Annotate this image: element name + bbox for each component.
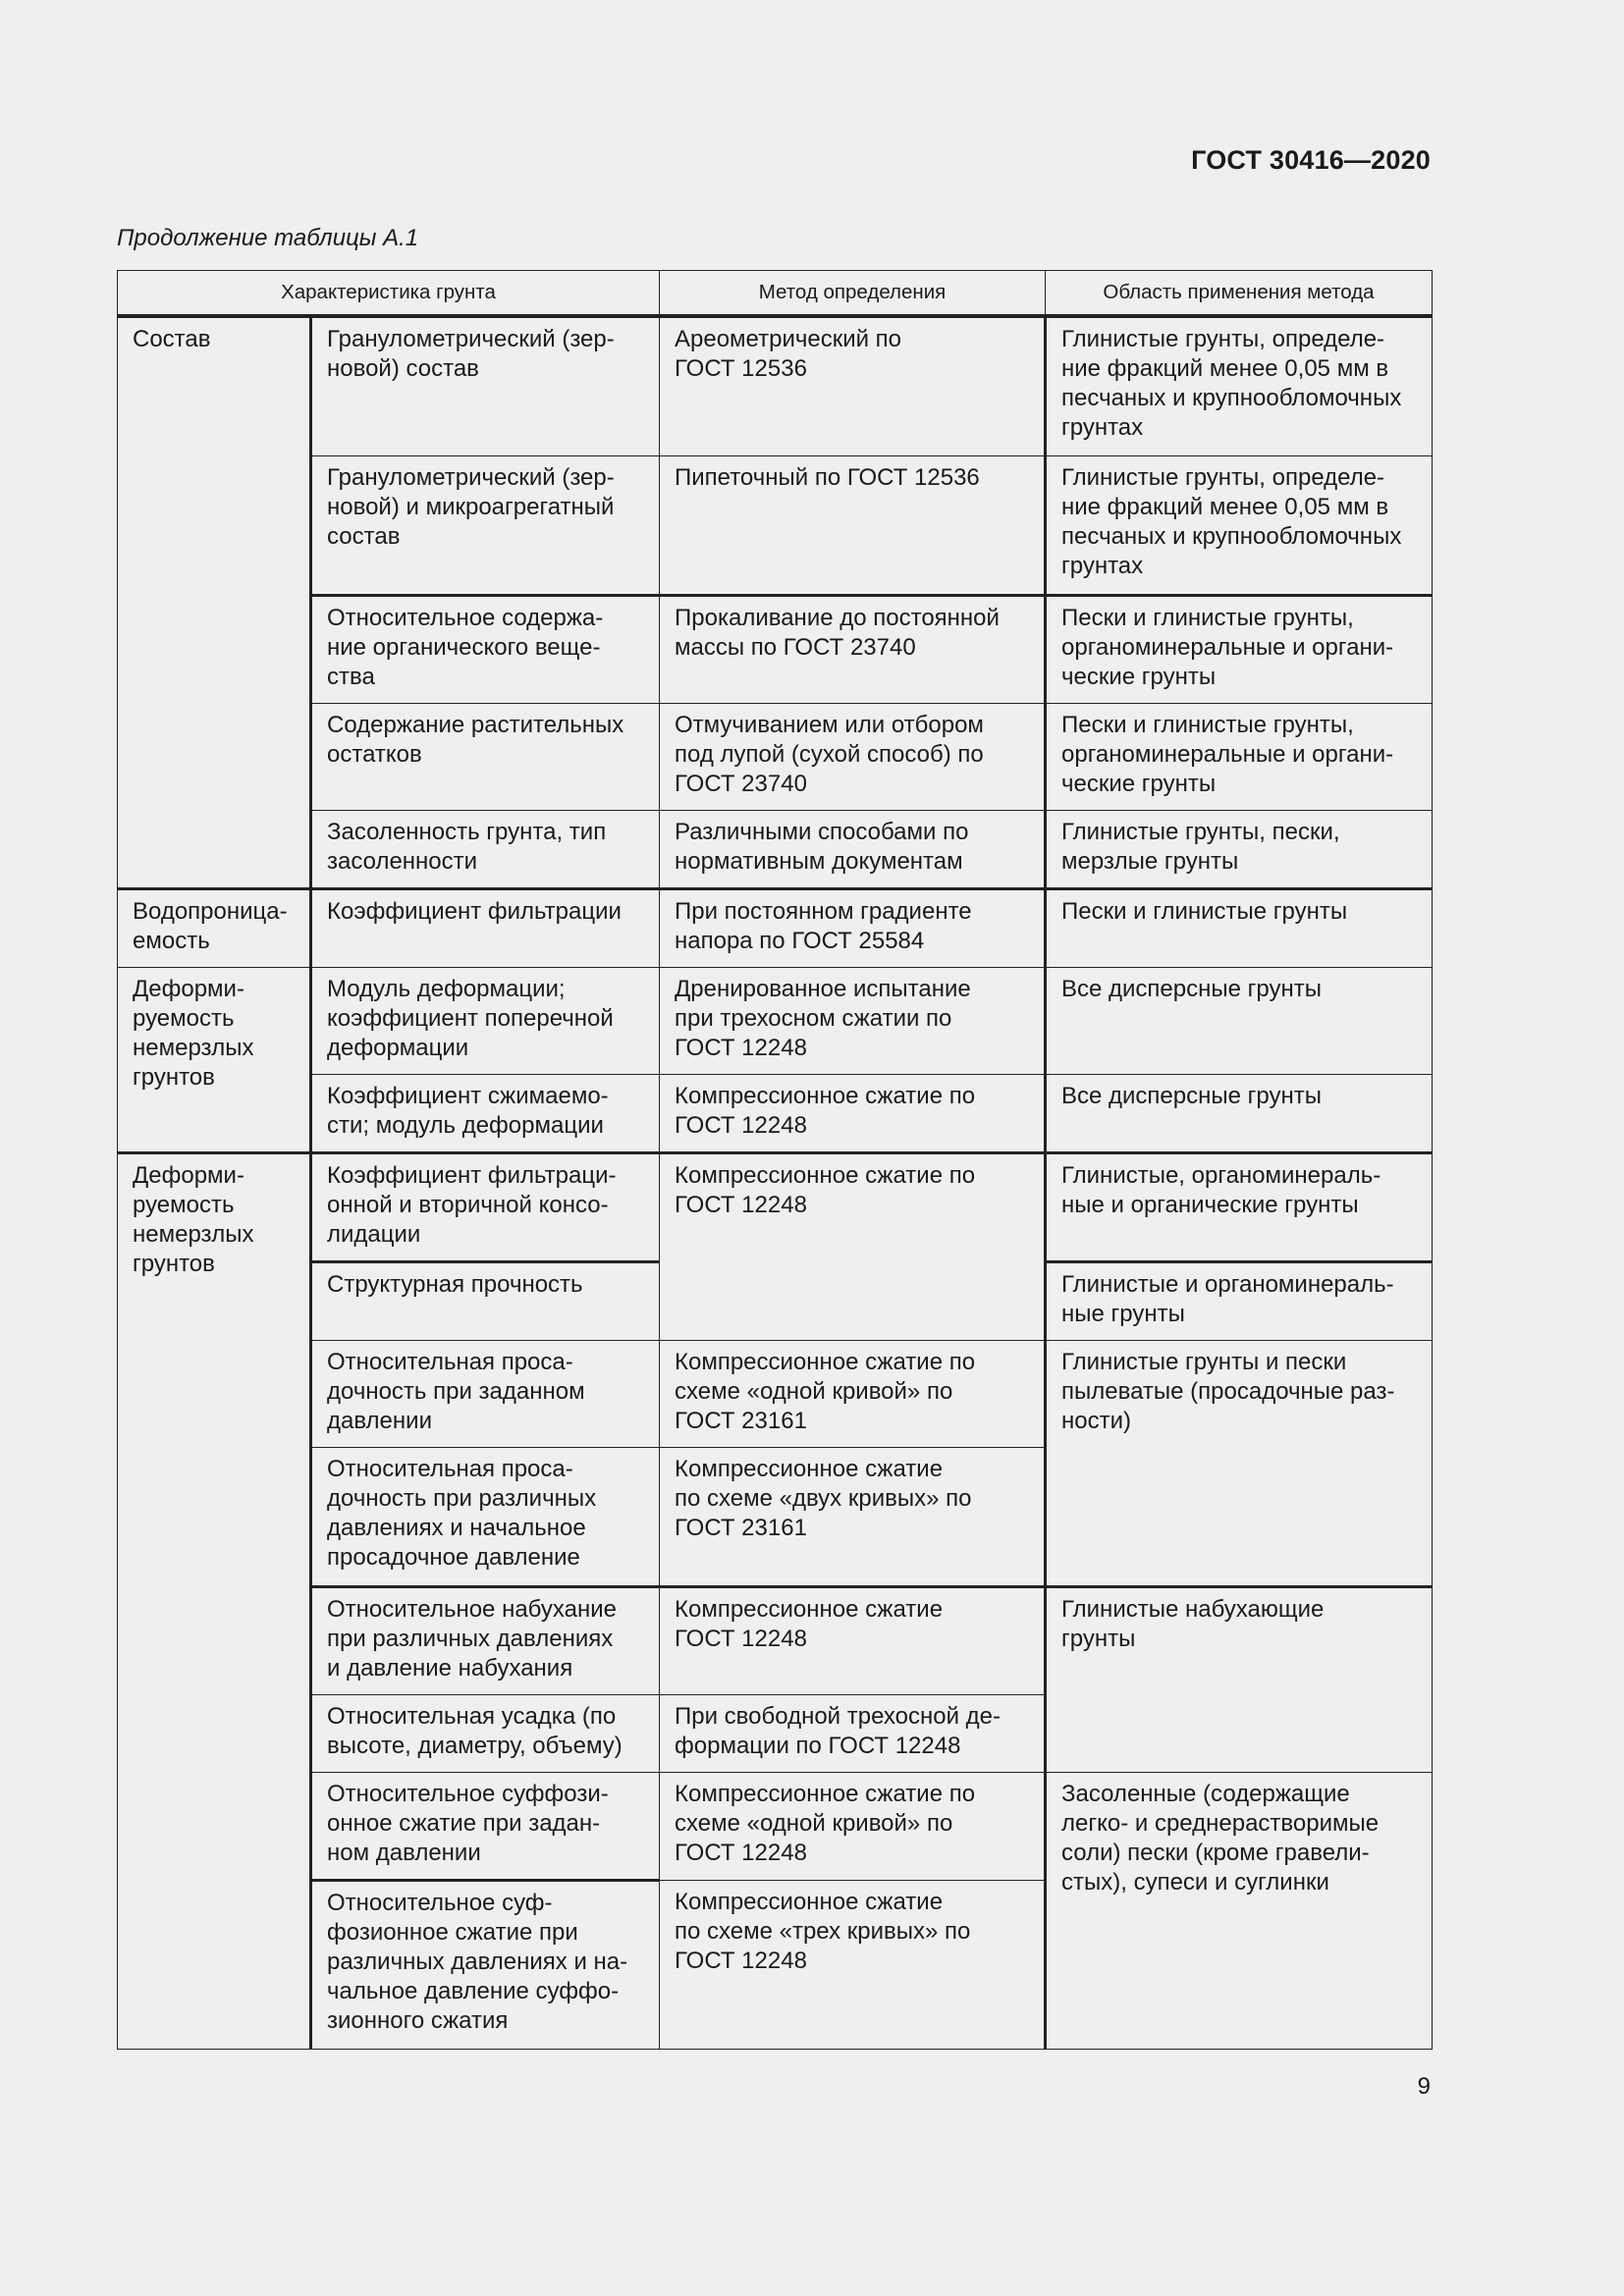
table-caption: Продолжение таблицы А.1 xyxy=(117,225,419,251)
characteristic-cell: Относительное суффози- онное сжатие при задан- ном давлении xyxy=(311,1773,660,1881)
characteristic-cell: Коэффициент фильтрации xyxy=(311,889,660,968)
table-row xyxy=(118,316,1433,456)
method-cell: Прокаливание до постоянной массы по ГОСТ 23740 xyxy=(660,596,1046,704)
page-number: 9 xyxy=(1417,2073,1431,2100)
method-cell: Дренированное испытание при трехосном сжатии по ГОСТ 12248 xyxy=(660,968,1046,1075)
method-cell: Компрессионное сжатие по схеме «трех кривых» по ГОСТ 12248 xyxy=(660,1881,1046,2050)
table-row xyxy=(118,596,1433,704)
characteristic-cell: Относительная проса- дочность при заданном давлении xyxy=(311,1341,660,1448)
scope-cell: Пески и глинистые грунты xyxy=(1046,889,1433,968)
table-row xyxy=(118,1075,1433,1153)
soil-methods-table xyxy=(117,270,1433,2050)
scope-cell: Все дисперсные грунты xyxy=(1046,968,1433,1075)
table-row xyxy=(118,1153,1433,1262)
scope-cell: Глинистые, органоминераль- ные и органические грунты xyxy=(1046,1153,1433,1262)
table-header-row xyxy=(118,271,1433,317)
scope-cell: Все дисперсные грунты xyxy=(1046,1075,1433,1153)
characteristic-cell: Модуль деформации; коэффициент поперечной деформации xyxy=(311,968,660,1075)
column-header-characteristic: Характеристика грунта xyxy=(118,271,660,317)
characteristic-cell: Относительное содержа- ние органического веще- ства xyxy=(311,596,660,704)
scope-cell: Глинистые грунты и пески пылеватые (просадочные раз- ности) xyxy=(1046,1341,1433,1587)
characteristic-cell: Структурная прочность xyxy=(311,1262,660,1341)
method-cell: Компрессионное сжатие по схеме «одной кривой» по ГОСТ 23161 xyxy=(660,1341,1046,1448)
characteristic-cell: Относительное суф- фозионное сжатие при различных давлениях и на- чальное давление суффо- зионного сжатия xyxy=(311,1881,660,2050)
table-row xyxy=(118,968,1433,1075)
method-cell: Компрессионное сжатие ГОСТ 12248 xyxy=(660,1587,1046,1695)
method-cell: Компрессионное сжатие по схеме «одной кривой» по ГОСТ 12248 xyxy=(660,1773,1046,1881)
scope-cell: Глинистые набухающие грунты xyxy=(1046,1587,1433,1773)
column-header-scope: Область применения метода xyxy=(1046,271,1433,317)
scope-cell: Глинистые грунты, определе- ние фракций менее 0,05 мм в песчаных и крупнообломочных грунтах xyxy=(1046,456,1433,596)
scope-cell: Пески и глинистые грунты, органоминеральные и органи- ческие грунты xyxy=(1046,596,1433,704)
group-label: Состав xyxy=(118,316,311,889)
method-cell: Ареометрический по ГОСТ 12536 xyxy=(660,316,1046,456)
method-cell: Компрессионное сжатие по схеме «двух кривых» по ГОСТ 23161 xyxy=(660,1448,1046,1587)
group-label: Водопроница- емость xyxy=(118,889,311,968)
method-cell: При свободной трехосной де- формации по ГОСТ 12248 xyxy=(660,1695,1046,1773)
characteristic-cell: Засоленность грунта, тип засоленности xyxy=(311,811,660,889)
method-cell: Компрессионное сжатие по ГОСТ 12248 xyxy=(660,1153,1046,1341)
characteristic-cell: Коэффициент сжимаемо- сти; модуль деформации xyxy=(311,1075,660,1153)
characteristic-cell: Гранулометрический (зер- новой) состав xyxy=(311,316,660,456)
characteristic-cell: Относительное набухание при различных давлениях и давление набухания xyxy=(311,1587,660,1695)
document-id: ГОСТ 30416—2020 xyxy=(1191,145,1431,175)
method-cell: Отмучиванием или отбором под лупой (сухой способ) по ГОСТ 23740 xyxy=(660,704,1046,811)
group-label: Деформи- руемость немерзлых грунтов xyxy=(118,1153,311,2050)
scope-cell: Глинистые грунты, пески, мерзлые грунты xyxy=(1046,811,1433,889)
characteristic-cell: Коэффициент фильтраци- онной и вторичной консо- лидации xyxy=(311,1153,660,1262)
group-label: Деформи- руемость немерзлых грунтов xyxy=(118,968,311,1153)
scope-cell: Пески и глинистые грунты, органоминеральные и органи- ческие грунты xyxy=(1046,704,1433,811)
table-row xyxy=(118,704,1433,811)
table-row xyxy=(118,1587,1433,1695)
method-cell: При постоянном градиенте напора по ГОСТ 25584 xyxy=(660,889,1046,968)
method-cell: Пипеточный по ГОСТ 12536 xyxy=(660,456,1046,596)
characteristic-cell: Относительная усадка (по высоте, диаметру, объему) xyxy=(311,1695,660,1773)
table-row xyxy=(118,1341,1433,1448)
scope-cell: Глинистые и органоминераль- ные грунты xyxy=(1046,1262,1433,1341)
column-header-method: Метод определения xyxy=(660,271,1046,317)
table-row xyxy=(118,889,1433,968)
characteristic-cell: Содержание растительных остатков xyxy=(311,704,660,811)
table-row xyxy=(118,456,1433,596)
table-row xyxy=(118,1773,1433,1881)
scope-cell: Глинистые грунты, определе- ние фракций менее 0,05 мм в песчаных и крупнообломочных грунтах xyxy=(1046,316,1433,456)
table-row xyxy=(118,811,1433,889)
method-cell: Компрессионное сжатие по ГОСТ 12248 xyxy=(660,1075,1046,1153)
scope-cell: Засоленные (содержащие легко- и среднерастворимые соли) пески (кроме гравели- стых), супеси и суглинки xyxy=(1046,1773,1433,2050)
characteristic-cell: Относительная проса- дочность при различных давлениях и начальное просадочное давление xyxy=(311,1448,660,1587)
characteristic-cell: Гранулометрический (зер- новой) и микроагрегатный состав xyxy=(311,456,660,596)
method-cell: Различными способами по нормативным документам xyxy=(660,811,1046,889)
